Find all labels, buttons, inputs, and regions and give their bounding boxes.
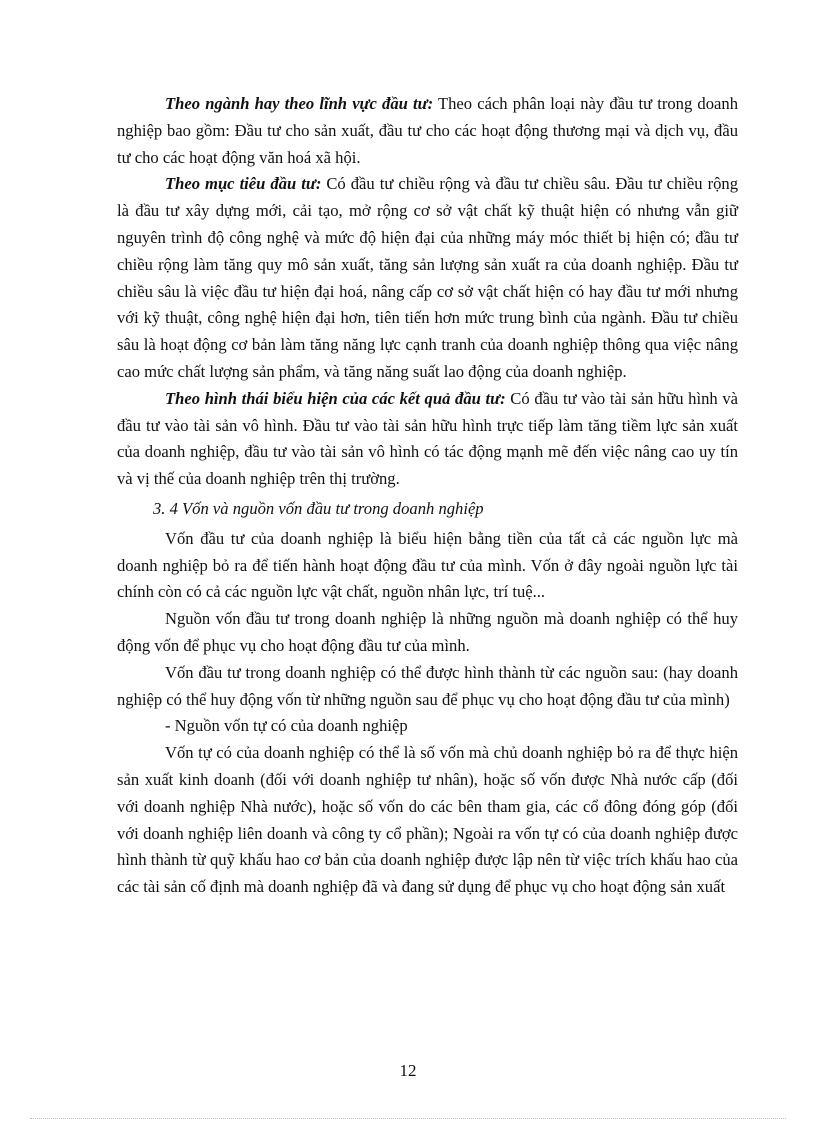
body-paragraph: Vốn đầu tư trong doanh nghiệp có thể được hình thành từ các nguồn sau: (hay doanh nghiệp có thể huy động vốn từ những nguồn sau để phục vụ cho hoạt động đầu tư của mình) <box>117 662 738 709</box>
paragraph-lead: Theo ngành hay theo lĩnh vực đầu tư: <box>165 94 434 113</box>
body-paragraph: Vốn đầu tư của doanh nghiệp là biểu hiện bằng tiền của tất cả các nguồn lực mà doanh nghiệp bỏ ra để tiến hành hoạt động đầu tư của mình. Vốn ở đây ngoài nguồn lực tài chính còn có cả các nguồn lực vật chất, nguồn nhân lực, trí tuệ... <box>117 528 738 602</box>
page-body <box>117 91 738 901</box>
paragraph-text: Theo cách phân loại này đầu tư trong doanh nghiệp bao gồm: Đầu tư cho sản xuất, đầu tư cho các hoạt động thương mại và dịch vụ, đầu tư cho các hoạt động văn hoá xã hội. <box>117 94 738 167</box>
page-divider <box>30 1118 786 1119</box>
paragraph-text: Có đầu tư chiều rộng và đầu tư chiều sâu. Đầu tư chiều rộng là đầu tư xây dựng mới, cải tạo, mở rộng cơ sở vật chất kỹ thuật hiện có nhưng vẫn giữ nguyên trình độ công nghệ và mức độ hiện đại của những máy móc thiết bị hiện có; đầu tư chiều rộng làm tăng quy mô sản xuất, tăng sản lượng sản xuất ra của doanh nghiệp. Đầu tư chiều sâu là việc đầu tư hiện đại hoá, nâng cấp cơ sở vật chất hiện có hay đầu tư mới nhưng với kỹ thuật, công nghệ hiện đại hơn, tiên tiến hơn mức trung bình của ngành. Đầu tư chiều sâu là hoạt động cơ bản làm tăng năng lực cạnh tranh của doanh nghiệp thông qua việc nâng cao mức chất lượng sản phẩm, và tăng năng suất lao động của doanh nghiệp. <box>117 174 738 381</box>
page-number: 12 <box>399 1061 417 1080</box>
paragraph-investment-by-sector <box>117 91 738 171</box>
paragraph-text: Có đầu tư vào tài sản hữu hình và đầu tư vào tài sản vô hình. Đầu tư vào tài sản hữu hình trực tiếp làm tăng tiềm lực sản xuất của doanh nghiệp, đầu tư vào tài sản vô hình có tác động mạnh mẽ đến việc nâng cao uy tín và vị thế của doanh nghiệp trên thị trường. <box>117 388 738 489</box>
body-paragraph: Vốn tự có của doanh nghiệp có thể là số vốn mà chủ doanh nghiệp bỏ ra để thực hiện sản xuất kinh doanh (đối với doanh nghiệp tư nhân), hoặc số vốn được Nhà nước cấp (đối với doanh nghiệp Nhà nước), hoặc số vốn do các bên tham gia, các cổ đông đóng góp (đối với doanh nghiệp liên doanh và công ty cổ phần); Ngoài ra vốn tự có của doanh nghiệp được hình thành từ quỹ khấu hao cơ bản của doanh nghiệp được lập nên từ việc trích khấu hao của các tài sản cố định mà doanh nghiệp đã và đang sử dụng để phục vụ cho hoạt động sản xuất <box>117 743 738 897</box>
paragraph-investment-by-result-form <box>117 386 738 493</box>
paragraph-lead: Theo mục tiêu đầu tư: <box>165 174 322 194</box>
bullet-item: - Nguồn vốn tự có của doanh nghiệp <box>165 716 408 736</box>
section-heading: 3. 4 Vốn và nguồn vốn đầu tư trong doanh nghiệp <box>153 498 484 518</box>
paragraph-investment-by-objective <box>117 171 738 385</box>
body-paragraph: Nguồn vốn đầu tư trong doanh nghiệp là những nguồn mà doanh nghiệp có thể huy động vốn để phục vụ cho hoạt động đầu tư của mình. <box>117 609 738 655</box>
paragraph-lead: Theo hình thái biểu hiện của các kết quả đầu tư: <box>165 388 506 408</box>
